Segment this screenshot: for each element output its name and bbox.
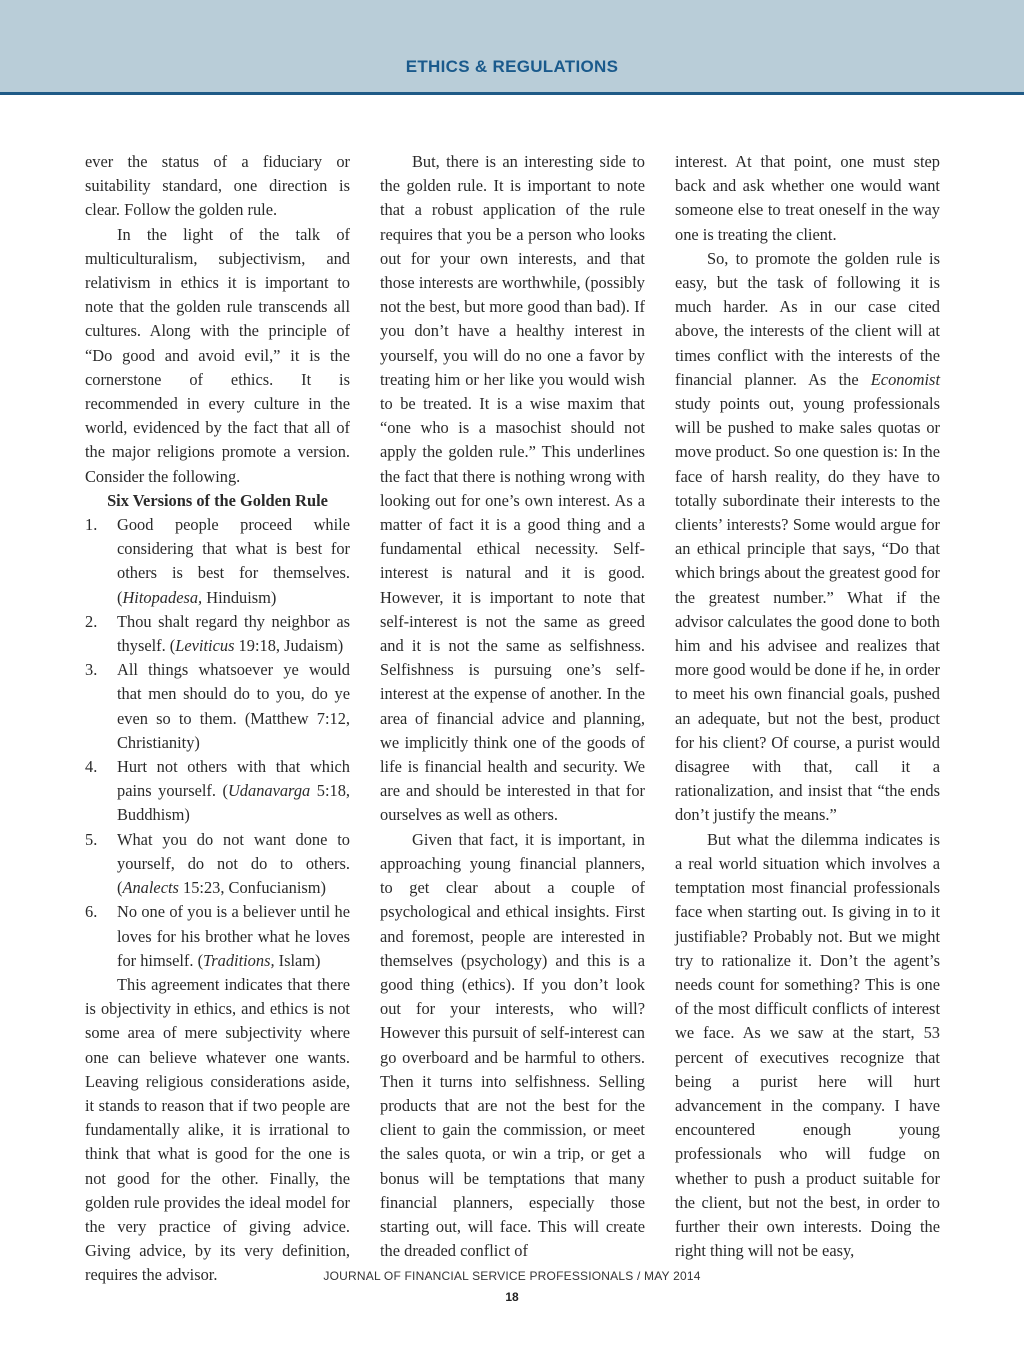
footer-journal-title: JOURNAL OF FINANCIAL SERVICE PROFESSIONALS / MAY 2014 bbox=[323, 1269, 701, 1283]
paragraph: ever the status of a fiduciary or suitability standard, one direction is clear. Follow the golden rule. bbox=[85, 152, 350, 220]
header-band bbox=[0, 0, 1024, 95]
page-number: 18 bbox=[505, 1290, 519, 1304]
list-subhead: Six Versions of the Golden Rule bbox=[107, 490, 328, 510]
paragraph: This agreement indicates that there is objectivity in ethics, and ethics is not some area of mere subjectivity where one can believe whatever one wants. Leaving religious considerations aside, it stands to reason that if two people are fundamentally alike, it is irrational to think that what is good for the one is not good for the other. Finally, the golden rule provides the ideal model for the very practice of giving advice. Giving advice, by its very definition, requires the advisor. bbox=[85, 974, 350, 1285]
paragraph: But what the dilemma indicates is a real world situation which involves a temptation most financial professionals face when starting out. Is giving in to it justifiable? Probably not. But we might try to rationalize it. Don’t the agent’s needs count for something? This is one of the most difficult conflicts of interest we face. As we saw at the start, 53 percent of executives recognize that being a purist here will hurt advancement in the company. I have encountered enough young professionals who will fudge on whether to push a product suitable for the client, but not the best, in order to further their own interests. Doing the right thing will not be easy, bbox=[675, 829, 940, 1261]
list-item: 6. No one of you is a believer until he loves for his brother what he loves for himself. (Traditions, Islam) bbox=[85, 902, 350, 970]
list-item: 5. What you do not want done to yourself, do not do to others. (Analects 15:23, Confucianism) bbox=[85, 829, 350, 898]
golden-rule-versions-list bbox=[85, 513, 350, 973]
paragraph: In the light of the talk of multiculturalism, subjectivism, and relativism in ethics it is important to note that the golden rule transcends all cultures. Along with the principle of “Do good and avoid evil,” it is the cornerstone of ethics. It is recommended in every culture in the world, evidenced by the fact that all of the major religions promote a version. Consider the following. bbox=[85, 224, 350, 486]
paragraph: But, there is an interesting side to the golden rule. It is important to note that a robust application of the rule requires that you be a person who looks out for your own interests, and that those interests are worthwhile, (possibly not the best, but more good than bad). If you don’t have a healthy interest in yourself, you will do no one a favor by treating him or her like you would wish to be treated. It is a wise maxim that “one who is a masochist should not apply the golden rule.” This underlines the fact that there is nothing wrong with looking out for one’s own interest. As a matter of fact it is a good thing and a fundamental ethical necessity. Self-interest is natural and it is good. However, it is important to note that self-interest is not the same as greed and it is not the same as selfishness. Selfishness is pursuing one’s self-interest at the expense of another. In the area of financial advice and planning, we implicitly think one of the goods of life is financial health and security. We are and should be interested in that for ourselves as well as others. bbox=[380, 152, 645, 825]
list-item: 3. All things whatsoever ye would that men should do to you, do ye even so to them. (Matthew 7:12, Christianity) bbox=[85, 660, 350, 752]
list-item: 1. Good people proceed while considering that what is best for others is best for themselves. (Hitopadesa, Hinduism) bbox=[85, 515, 350, 607]
column-1 bbox=[85, 150, 350, 1288]
column-3 bbox=[675, 150, 940, 1263]
list-item: 2. Thou shalt regard thy neighbor as thyself. (Leviticus 19:18, Judaism) bbox=[85, 611, 350, 656]
paragraph: So, to promote the golden rule is easy, but the task of following it is much harder. As in our case cited above, the interests of the client will at times conflict with the interests of the financial planner. As the Economist study points out, young professionals will be pushed to make sales quotas or move product. So one question is: In the face of harsh reality, do they have to totally subordinate their interests to the clients’ interests? Some would argue for an ethical principle that says, “Do that which brings about the greatest good for the greatest number.” What if the advisor calculates the good done to both him and his advisee and realizes that more good would be done if he, in order to meet his own financial goals, pushed an adequate, but not the best, product for his client? Of course, a purist would disagree with that, call it a rationalization, and insist that “the ends don’t justify the means.” bbox=[675, 248, 940, 825]
paragraph: interest. At that point, one must step back and ask whether one would want someone else to treat oneself in the way one is treating the client. bbox=[675, 152, 940, 244]
column-2 bbox=[380, 150, 645, 1263]
list-item: 4. Hurt not others with that which pains yourself. (Udanavarga 5:18, Buddhism) bbox=[85, 757, 351, 825]
section-title: ETHICS & REGULATIONS bbox=[405, 57, 619, 76]
paragraph: Given that fact, it is important, in approaching young financial planners, to get clear about a couple of psychological and ethical insights. First and foremost, people are interested in themselves (psychology) and this is a good thing (ethics). If you don’t look out for your interests, who will? However this pursuit of self-interest can go overboard and be harmful to others. Then it turns into selfishness. Selling products that are not the best for the client to gain the commission, or meet the sales quota, or win a trip, or get a bonus will be temptations that many financial planners, especially those starting out, will face. This will create the dreaded conflict of bbox=[380, 829, 645, 1261]
